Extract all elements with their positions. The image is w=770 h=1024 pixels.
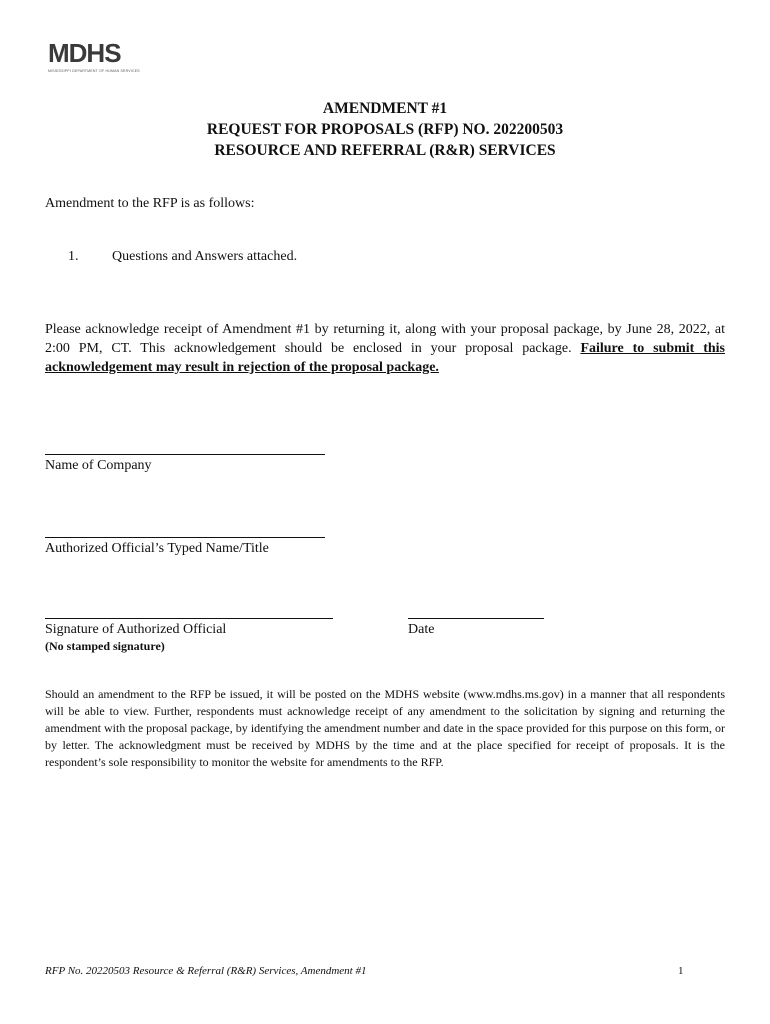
- acknowledgement-warning: Failure to submit this acknowledgement may result in rejection of the proposal package.: [45, 341, 725, 375]
- company-name-label: Name of Company: [45, 458, 152, 473]
- footer-document-reference: RFP No. 20220503 Resource & Referral (R&R) Services, Amendment #1: [45, 965, 367, 977]
- signature-note: (No stamped signature): [45, 639, 165, 653]
- document-title-block: [0, 98, 770, 161]
- mdhs-logo: [48, 38, 140, 76]
- company-name-line[interactable]: [45, 454, 325, 455]
- list-item-number: 1.: [68, 249, 79, 264]
- official-name-line[interactable]: [45, 537, 325, 538]
- intro-text: Amendment to the RFP is as follows:: [45, 196, 255, 211]
- list-item: [68, 249, 297, 265]
- date-line[interactable]: [408, 618, 544, 619]
- signature-label: Signature of Authorized Official: [45, 622, 227, 637]
- amendment-notice-paragraph: Should an amendment to the RFP be issued, it will be posted on the MDHS website (www.mdhs.ms.gov) in a manner that all respondents will be able to view. Further, respondents must acknowledge receipt of any amendment to the solicitation by signing and returning the amendment with the proposal package, by identifying the amendment number and date in the space provided for this purpose on this form, or by letter. The acknowledgment must be received by MDHS by the time and at the place specified for receipt of proposals. It is the respondent’s sole responsibility to monitor the website for amendments to the RFP.: [45, 687, 725, 769]
- logo-wordmark: MDHS: [48, 38, 121, 68]
- acknowledgement-text: Please acknowledge receipt of Amendment #1 by returning it, along with your proposal package, by June 28, 2022, at 2:00 PM, CT. This acknowledgement should be enclosed in your proposal package.: [45, 322, 725, 356]
- footer-page-number: 1: [678, 965, 684, 977]
- amendment-title: AMENDMENT #1: [322, 100, 448, 117]
- signature-line[interactable]: [45, 618, 333, 619]
- list-item-text: Questions and Answers attached.: [112, 249, 298, 264]
- official-name-label: Authorized Official’s Typed Name/Title: [45, 541, 269, 556]
- date-label: Date: [408, 622, 435, 637]
- logo-tagline: MISSISSIPPI DEPARTMENT OF HUMAN SERVICES: [48, 69, 140, 73]
- services-title: RESOURCE AND REFERRAL (R&R) SERVICES: [214, 142, 556, 159]
- rfp-number-title: REQUEST FOR PROPOSALS (RFP) NO. 202200503: [206, 121, 564, 138]
- acknowledgement-paragraph: [45, 320, 725, 377]
